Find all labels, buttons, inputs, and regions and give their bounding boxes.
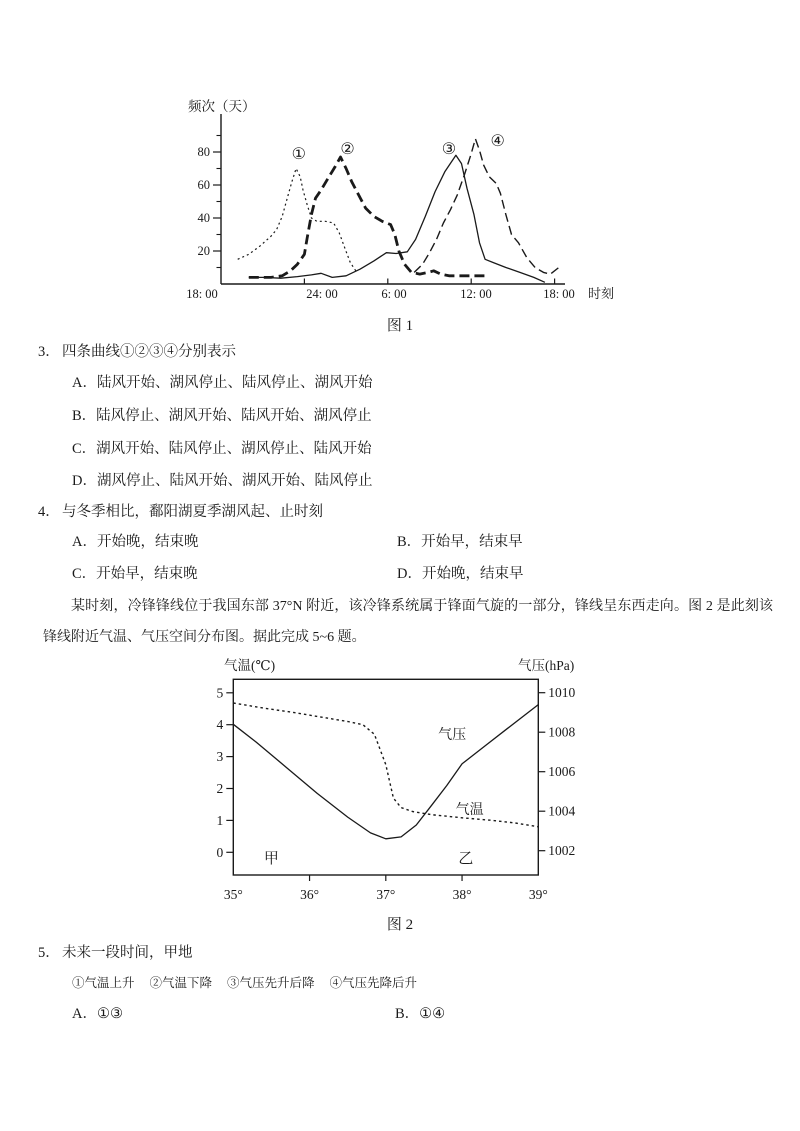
- fig1-y-axis-title: 频次（天）: [188, 99, 256, 114]
- option-letter: A．: [72, 1006, 97, 1022]
- fig1-x-tick-label: 18: 00: [543, 287, 575, 301]
- fig2-right-tick-label: 1004: [548, 803, 576, 819]
- question5-option-b: [395, 1005, 445, 1024]
- fig2-curve-气压: [233, 705, 538, 839]
- option-letter: C．: [72, 441, 97, 457]
- figure1-chart: [168, 95, 638, 310]
- option-text: 湖风停止、陆风开始、湖风开始、陆风停止: [96, 473, 373, 489]
- fig2-left-tick-label: 3: [216, 749, 224, 765]
- question3-stem: [38, 343, 236, 362]
- fig1-x-tick-label: 6: 00: [381, 287, 407, 301]
- question5-option-a: [72, 1005, 123, 1024]
- fig1-curve-3: [249, 155, 545, 282]
- option-text: 陆风开始、湖风停止、陆风停止、湖风开始: [96, 375, 373, 391]
- fig1-curve-label-2: ②: [340, 141, 355, 159]
- question3-option-a: [72, 374, 372, 393]
- question4-option-b: [397, 533, 523, 552]
- option-letter: B．: [397, 534, 422, 550]
- question4-stem-text: 与冬季相比，鄱阳湖夏季湖风起、止时刻: [62, 504, 323, 520]
- option-letter: A．: [72, 375, 97, 391]
- intro-paragraph: 某时刻，冷锋锋线位于我国东部 37°N 附近，该冷锋系统属于锋面气旋的一部分，锋线呈东西走向。图 2 是此刻该锋线附近气温、气压空间分布图。据此完成 5~6 题。: [43, 599, 773, 645]
- fig1-curve-2: [249, 157, 485, 277]
- fig1-x-tick-label: 18: 00: [186, 287, 218, 301]
- fig1-curve-4: [414, 139, 559, 274]
- fig1-y-tick-label: 40: [197, 211, 210, 225]
- fig2-curve-label: 气温: [455, 803, 484, 819]
- fig2-x-tick-label: 38°: [452, 887, 472, 902]
- fig2-right-axis-title: 气压(hPa): [518, 658, 575, 673]
- fig1-x-axis-unit: 时刻: [587, 286, 615, 301]
- fig1-curve-1: [238, 169, 356, 271]
- fig2-right-tick-label: 1008: [548, 724, 576, 740]
- question5-stem: [38, 944, 193, 963]
- fig1-curve-label-3: ③: [441, 141, 457, 159]
- option-letter: D．: [72, 473, 97, 489]
- option-text: 开始晚，结束早: [421, 566, 524, 582]
- option-text: ①③: [96, 1006, 123, 1022]
- option-letter: A．: [72, 534, 97, 550]
- fig2-x-tick-label: 39°: [528, 887, 548, 902]
- fig2-x-tick-label: 36°: [300, 887, 320, 902]
- option-text: 开始早，结束晚: [96, 566, 198, 582]
- option-letter: D．: [397, 566, 422, 582]
- question3-option-c: [72, 440, 372, 459]
- question3-option-b: [72, 407, 372, 426]
- option-letter: B．: [72, 408, 97, 424]
- fig1-x-tick-label: 12: 00: [460, 287, 492, 301]
- question4-option-a: [72, 533, 198, 552]
- figure2-chart: [190, 650, 600, 910]
- fig2-x-tick-label: 37°: [376, 887, 396, 902]
- question3-option-d: [72, 472, 372, 491]
- fig2-left-axis-title: 气温(℃): [224, 658, 276, 673]
- fig2-curve-气温: [233, 703, 538, 827]
- fig1-y-tick-label: 60: [197, 178, 210, 192]
- fig2-right-tick-label: 1010: [548, 685, 576, 701]
- option-letter: C．: [72, 566, 97, 582]
- option-text: 开始早，结束早: [421, 534, 523, 550]
- fig2-plot-border: [233, 679, 538, 875]
- fig2-right-tick-label: 1006: [548, 764, 576, 780]
- question4-option-d: [397, 565, 523, 584]
- fig2-x-tick-label: 35°: [223, 887, 243, 902]
- option-text: 开始晚，结束晚: [96, 534, 199, 550]
- option-letter: B．: [395, 1006, 420, 1022]
- fig2-curve-label: 气压: [438, 728, 467, 744]
- figure1-caption: 图 1: [386, 318, 414, 334]
- question3-number: 3．: [38, 344, 60, 360]
- question5-number: 5．: [38, 945, 60, 961]
- fig1-curve-label-4: ④: [490, 132, 505, 150]
- sub-option-3: ③气压先升后降: [227, 976, 315, 990]
- question4-number: 4．: [38, 504, 60, 520]
- fig2-left-tick-label: 5: [216, 685, 224, 701]
- sub-option-1: ①气温上升: [72, 976, 135, 990]
- fig1-curve-label-1: ①: [291, 146, 307, 164]
- fig2-left-tick-label: 2: [216, 781, 224, 796]
- figure2-caption: 图 2: [386, 917, 414, 933]
- sub-option-4: ④气压先降后升: [329, 976, 418, 990]
- fig2-left-tick-label: 4: [216, 717, 224, 733]
- option-text: 湖风开始、陆风停止、湖风停止、陆风开始: [96, 441, 372, 457]
- fig2-left-tick-label: 0: [216, 844, 224, 860]
- fig2-left-tick-label: 1: [216, 812, 224, 828]
- option-text: ①④: [419, 1006, 446, 1022]
- fig1-y-tick-label: 20: [197, 244, 210, 258]
- fig1-x-tick-label: 24: 00: [306, 287, 338, 301]
- fig1-y-tick-label: 80: [197, 145, 210, 159]
- fig2-area-label: 乙: [458, 851, 474, 867]
- option-text: 陆风停止、湖风开始、陆风开始、湖风停止: [96, 408, 372, 424]
- question4-stem: [38, 503, 323, 522]
- question3-stem-text: 四条曲线①②③④分别表示: [62, 344, 236, 360]
- sub-option-2: ②气温下降: [149, 976, 213, 990]
- question5-sub-options: [72, 975, 432, 992]
- question4-option-c: [72, 565, 198, 584]
- fig2-right-tick-label: 1002: [548, 843, 576, 859]
- question5-stem-text: 未来一段时间，甲地: [62, 945, 193, 961]
- fig2-area-label: 甲: [263, 851, 279, 867]
